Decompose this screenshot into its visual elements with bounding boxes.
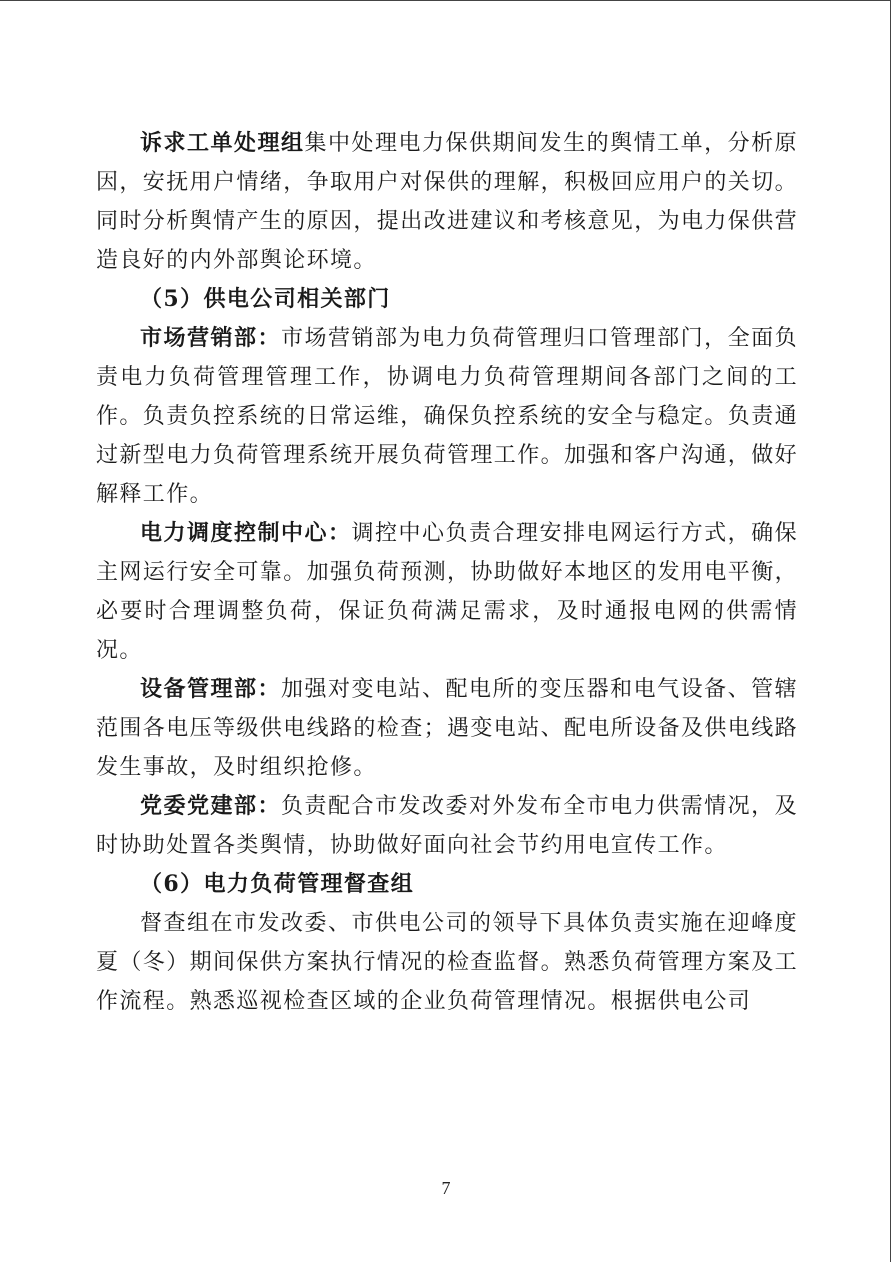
paragraph-dispatch-center (96, 514, 798, 670)
paragraph-lead: 电力调度控制中心： (140, 520, 352, 546)
paragraph-supervision-group (96, 904, 798, 1021)
paragraph-equipment-dept (96, 670, 798, 787)
paragraph-text: 加强对变电站、配电所的变压器和电气设备、管辖范围各电压等级供电线路的检查；遇变电站、配电所设备及供电线路发生事故，及时组织抢修。 (96, 677, 799, 780)
paragraph-lead: 设备管理部： (140, 676, 282, 702)
paragraph-lead: 党委党建部： (140, 793, 282, 819)
paragraph-text: 调控中心负责合理安排电网运行方式，确保主网运行安全可靠。加强负荷预测，协助做好本地区的发用电平衡，必要时合理调整负荷，保证负荷满足需求，及时通报电网的供需情况。 (96, 521, 799, 663)
paragraph-text: 负责配合市发改委对外发布全市电力供需情况，及时协助处置各类舆情，协助做好面向社会节约用电宣传工作。 (96, 794, 798, 858)
paragraph-party-dept (96, 787, 798, 865)
section-heading-5: （5）供电公司相关部门 (140, 286, 391, 312)
paragraph-text: 集中处理电力保供期间发生的舆情工单，分析原因，安抚用户情绪，争取用户对保供的理解，积极回应用户的关切。同时分析舆情产生的原因，提出改进建议和考核意见，为电力保供营造良好的内外部舆论环境。 (96, 131, 799, 273)
paragraph-marketing-dept (96, 319, 798, 514)
paragraph-lead: 诉求工单处理组 (140, 130, 305, 156)
section-heading-6: （6）电力负荷管理督查组 (140, 871, 415, 897)
page-number: 7 (441, 1178, 451, 1198)
paragraph-text: 市场营销部为电力负荷管理归口管理部门，全面负责电力负荷管理管理工作，协调电力负荷管理期间各部门之间的工作。负责负控系统的日常运维，确保负控系统的安全与稳定。负责通过新型电力负荷管理系统开展负荷管理工作。加强和客户沟通，做好解释工作。 (96, 326, 799, 507)
paragraph-text: 督查组在市发改委、市供电公司的领导下具体负责实施在迎峰度夏（冬）期间保供方案执行情况的检查监督。熟悉负荷管理方案及工作流程。熟悉巡视检查区域的企业负荷管理情况。根据供电公司 (96, 911, 799, 1014)
paragraph-lead: 市场营销部： (140, 325, 282, 351)
paragraph-complaint-group (96, 124, 798, 280)
document-body (96, 124, 798, 1021)
